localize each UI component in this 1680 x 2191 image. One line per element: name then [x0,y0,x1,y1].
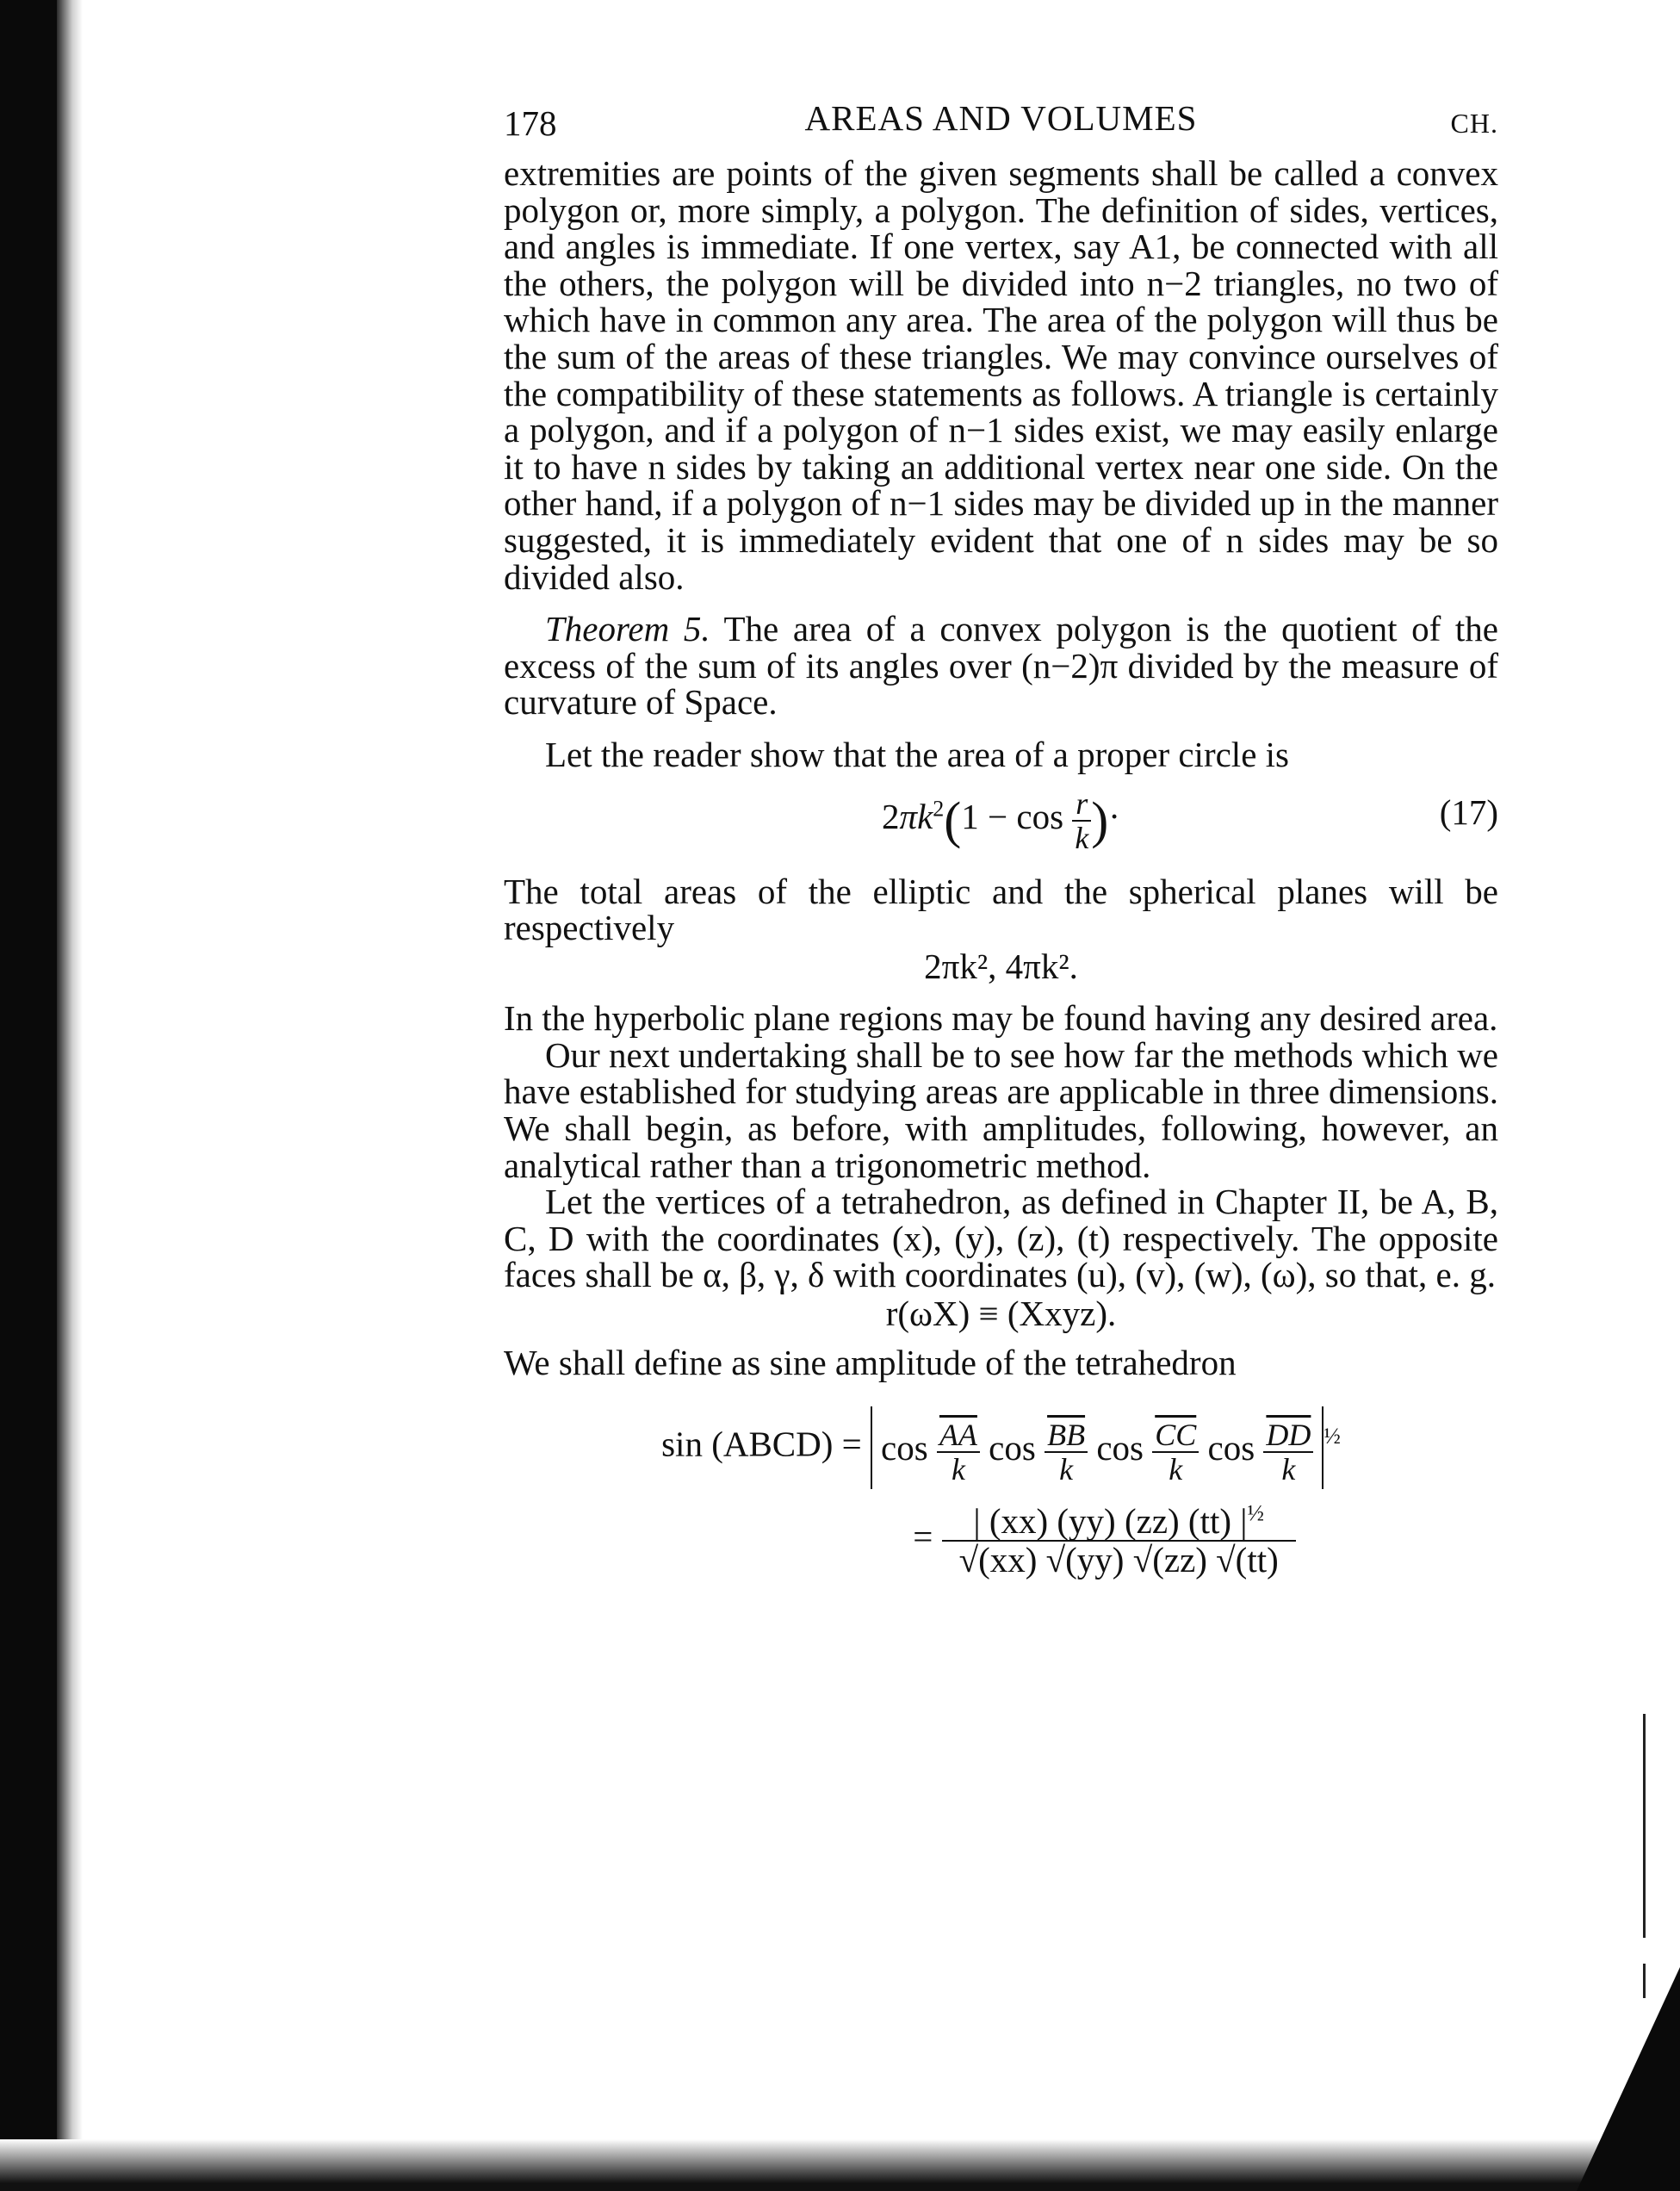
equation-omega: r(ωX) ≡ (Xxyz). [885,1294,1117,1334]
book-page [504,95,1498,1592]
theorem-label: Theorem 5. [545,609,710,649]
sine-lhs: sin (ABCD) = [661,1424,862,1464]
equation-plane-areas: 2πk², 4πk². [924,946,1078,986]
fraction-denominator: √(xx) √(yy) √(zz) √(tt) [958,1539,1279,1580]
equation-17 [504,787,1498,854]
equation-sine-amplitude-coords: = $\frac{| (xx) (yy) (zz) (tt) |^{\frac{1}{2}}}{√(xx) √(yy) √(zz) √(tt)}$ [504,1503,1498,1578]
theorem-text: The area of a convex polygon is the quotient of the excess of the sum of its angles over (n−2)π divided by the measure of curvature of Space. [504,609,1498,723]
scan-edge-mark [1643,1964,1646,1998]
running-title: AREAS AND VOLUMES [804,98,1198,138]
theorem-5 [504,611,1498,721]
fraction-numerator: | (xx) (yy) (zz) (tt) | [973,1501,1248,1542]
paragraph-sine-amplitude: We shall define as sine amplitude of the tetrahedron [504,1342,1237,1382]
chapter-label: CH. [1450,108,1498,139]
scan-bottom-shadow [0,2139,1680,2191]
paragraph-hyperbolic: In the hyperbolic plane regions may be found having any desired area. [504,998,1498,1039]
page-number: 178 [504,103,557,143]
coordinate-fraction: $\frac{| (xx) (yy) (zz) (tt) |^{\frac{1}{2}}}{√(xx) √(yy) √(zz) √(tt)}$ [942,1503,1296,1578]
equation-sine-amplitude: sin (ABCD) = cos $\frac{\overline{AA}}{k}$ cos $\frac{\overline{BB}}{k}$ cos $\frac{\overline{CC}}{k}$ cos $\frac{\overline{DD}}{k}$ $^{\frac{1}{2}}$ [504,1406,1498,1489]
scan-spine-shadow [0,0,57,2191]
running-header [504,95,1498,146]
scan-spine-gradient [57,0,83,2191]
determinant-row: cos $\frac{\overline{AA}}{k}$ cos $\frac{\overline{BB}}{k}$ cos $\frac{\overline{CC}}{k}$ cos $\frac{\overline{DD}}{k}$ [871,1406,1324,1489]
scan-edge-mark [1643,1714,1646,1938]
scan-corner-shadow [1577,1967,1680,2191]
circle-area-formula: $2\pi k^2(1 - \cos$ $\frac{r}{k}$ )· [882,785,1120,855]
paragraph-tetrahedron: Let the vertices of a tetrahedron, as defined in Chapter II, be A, B, C, D with the coordinates (x), (y), (z), (t) respectively. The opposite faces shall be α, β, γ, δ with coordinates (u), (v), (w), (ω), so that, e. g. [504,1182,1498,1295]
equation-number: (17) [1439,791,1498,832]
paragraph-circle: Let the reader show that the area of a proper circle is [545,734,1289,774]
paragraph-three-dimensions: Our next undertaking shall be to see how far the methods which we have established for studying areas are applicable in three dimensions. We shall begin, as before, with amplitudes, following, however, an analytical rather than a trigonometric method. [504,1034,1498,1185]
paragraph-polygon: extremities are points of the given segments shall be called a convex polygon or, more simply, a polygon. The definition of sides, vertices, and angles is immediate. If one vertex, say A1, be connected with all the others, the polygon will be divided into n−2 triangles, no two of which have in common any area. The area of the polygon will thus be the sum of the areas of these triangles. We may convince ourselves of the compatibility of these statements as follows. A triangle is certainly a polygon, and if a polygon of n−1 sides exist, we may easily enlarge it to have n sides by taking an additional vertex near one side. On the other hand, if a polygon of n−1 sides may be divided up in the manner suggested, it is immediately evident that one of n sides may be so divided also. [504,153,1498,597]
paragraph-total-areas: The total areas of the elliptic and the spherical planes will be respectively [504,871,1498,948]
